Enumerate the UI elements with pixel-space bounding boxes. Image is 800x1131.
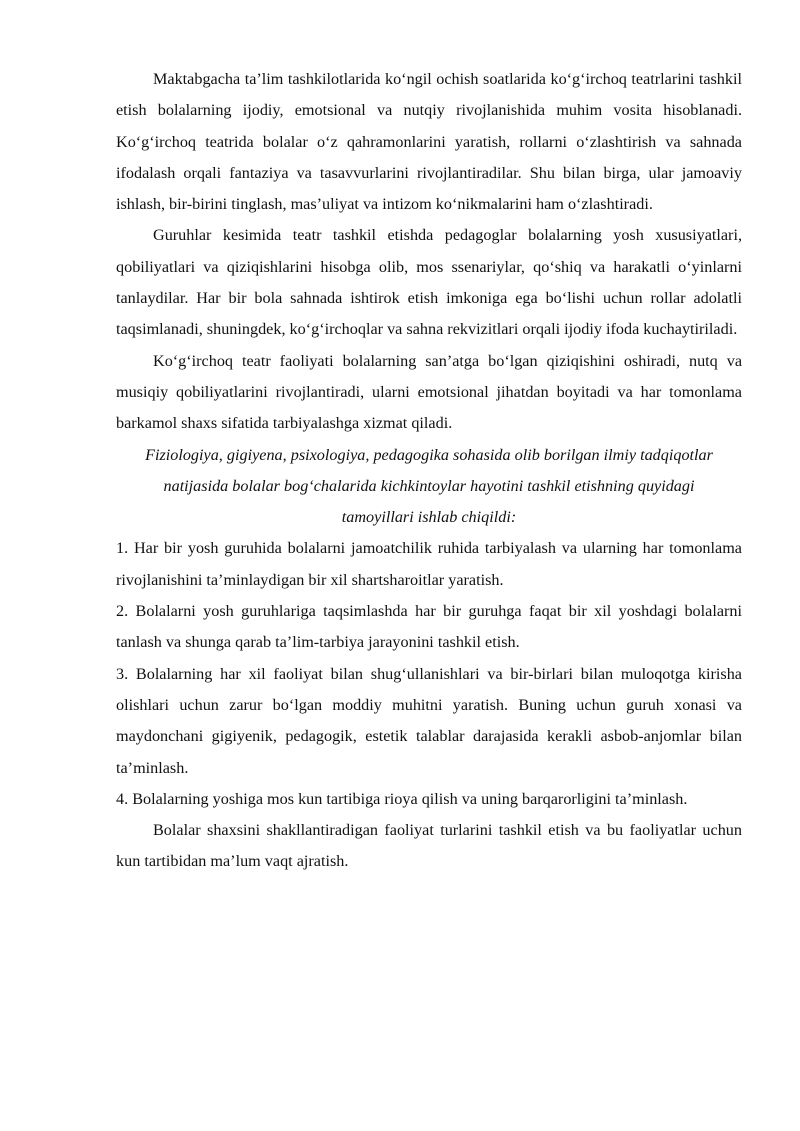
principle-item-2 bbox=[116, 596, 742, 659]
principle-text: Bolalarning har xil faoliyat bilan shug‘ullanishlari va bir-birlari bilan muloqotga kirisha olishlari uchun zarur bo‘lgan moddiy muhitni yaratish. Buning uchun guruh xonasi va maydonchani gigiyenik, pedagogik, estetik talablar darajasida kerakli asbob-anjomlar bilan ta’minlash. bbox=[116, 664, 742, 777]
principle-item-4 bbox=[116, 784, 742, 815]
principle-item-1 bbox=[116, 533, 742, 596]
principles-heading: Fiziologiya, gigiyena, psixologiya, pedagogika sohasida olib borilgan ilmiy tadqiqotlar natijasida bolalar bog‘chalarida kichkintoylar hayotini tashkil etishning quyidagi tamoyillari ishlab chiqildi: bbox=[145, 445, 713, 527]
principle-text: Bolalarning yoshiga mos kun tartibiga rioya qilish va uning barqarorligini ta’minlash. bbox=[132, 789, 688, 808]
intro-paragraph-2: Guruhlar kesimida teatr tashkil etishda pedagoglar bolalarning yosh xususiyatlari, qobiliyatlari va qiziqishlarini hisobga olib, mos ssenariylar, qo‘shiq va harakatli o‘yinlarni tanlaydilar. Har bir bola sahnada ishtirok etish imkoniga ega bo‘lishi uchun rollar adolatli taqsimlanadi, shuningdek, ko‘g‘irchoqlar va sahna rekvizitlari orqali ijodiy ifoda kuchaytiriladi. bbox=[116, 226, 742, 339]
intro-paragraph-3: Ko‘g‘irchoq teatr faoliyati bolalarning san’atga bo‘lgan qiziqishini oshiradi, nutq va musiqiy qobiliyatlarini rivojlantiradi, ularni emotsional jihatdan boyitadi va har tomonlama barkamol shaxs sifatida tarbiyalashga xizmat qiladi. bbox=[116, 351, 742, 433]
intro-paragraph-1: Maktabgacha ta’lim tashkilotlarida ko‘ngil ochish soatlarida ko‘g‘irchoq teatrlarini tashkil etish bolalarning ijodiy, emotsional va nutqiy rivojlanishida muhim vosita hisoblanadi. Ko‘g‘irchoq teatrida bolalar o‘z qahramonlarini yaratish, rollarni o‘zlashtirish va sahnada ifodalash orqali fantaziya va tasavvurlarini rivojlantiradilar. Shu bilan birga, ular jamoaviy ishlash, bir-birini tinglash, mas’uliyat va intizom ko‘nikmalarini ham o‘zlashtiradi. bbox=[116, 70, 742, 214]
principle-number: 3. bbox=[116, 664, 129, 683]
principle-number: 1. bbox=[116, 539, 129, 558]
principle-number: 2. bbox=[116, 602, 129, 621]
principle-text: Bolalarni yosh guruhlariga taqsimlashda har bir guruhga faqat bir xil yoshdagi bolalarni tanlash va shunga qarab ta’lim-tarbiya jarayonini tashkil etish. bbox=[116, 602, 742, 652]
principle-text: Har bir yosh guruhida bolalarni jamoatchilik ruhida tarbiyalash va ularning har tomonlama rivojlanishini ta’minlaydigan bir xil shartsharoitlar yaratish. bbox=[116, 539, 742, 589]
principle-number: 4. bbox=[116, 789, 129, 808]
principle-item-3 bbox=[116, 659, 742, 784]
closing-paragraph: Bolalar shaxsini shakllantiradigan faoliyat turlarini tashkil etish va bu faoliyatlar uchun kun tartibidan ma’lum vaqt ajratish. bbox=[116, 821, 742, 871]
document-page bbox=[116, 64, 742, 878]
